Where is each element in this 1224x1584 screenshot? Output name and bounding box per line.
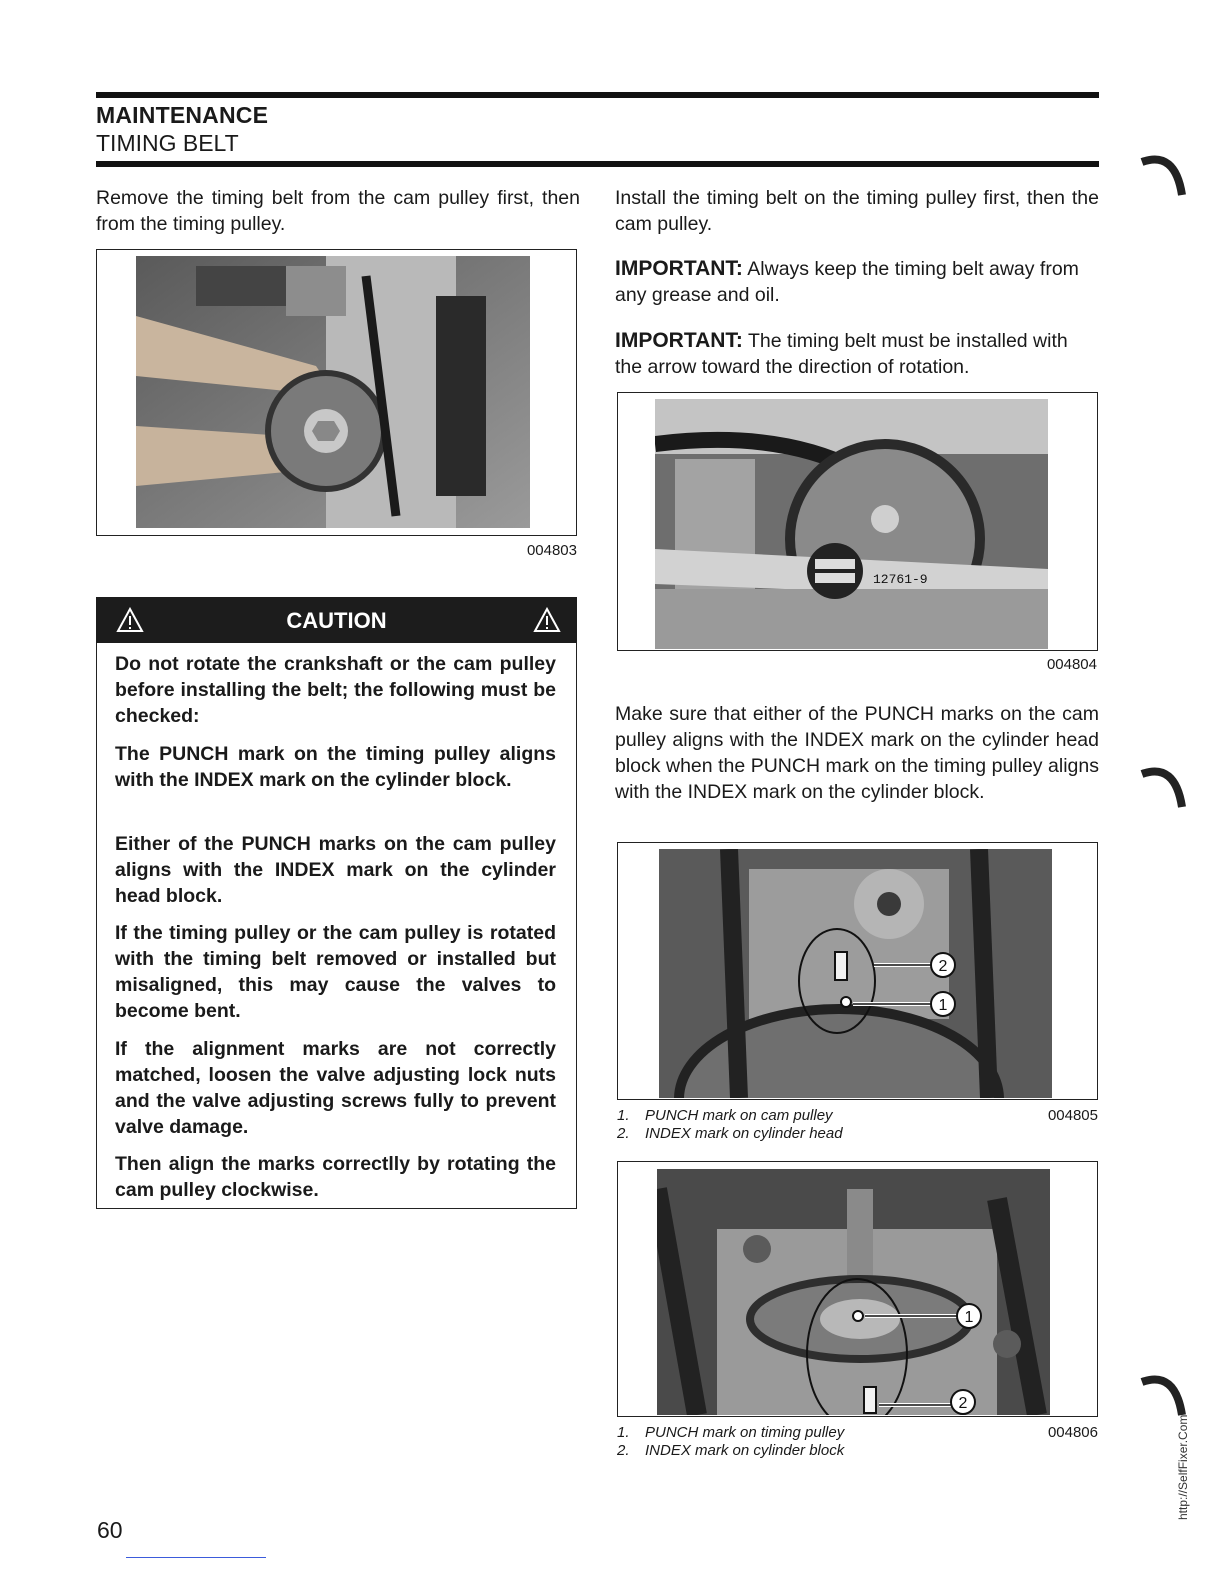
figure-004803-code: 004803 — [526, 542, 577, 559]
caption-item: 2. INDEX mark on cylinder head — [617, 1125, 843, 1142]
figure-004805-captions — [617, 1107, 947, 1143]
figure-004804-frame — [617, 392, 1098, 651]
caution-body — [96, 643, 577, 1209]
photo-timing-pulley-marks — [657, 1169, 1050, 1415]
important-note-arrow: IMPORTANT: The timing belt must be installed with the arrow toward the direction of rotation. — [615, 329, 1068, 378]
bottom-rule — [126, 1557, 266, 1558]
caution-paragraph: The PUNCH mark on the timing pulley aligns with the INDEX mark on the cylinder block. — [115, 743, 556, 791]
caution-paragraph: If the timing pulley or the cam pulley is rotated with the timing belt removed or installed but misaligned, this may cause the valves to become bent. — [115, 922, 556, 1022]
callout-2: 2 — [938, 958, 948, 975]
photo-cam-pulley-marks — [659, 849, 1052, 1098]
caption-item: 1. PUNCH mark on timing pulley — [617, 1424, 845, 1441]
caution-paragraph: If the alignment marks are not correctly matched, loosen the valve adjusting lock nuts and the valve adjusting screws fully to prevent valve damage. — [115, 1038, 556, 1138]
figure-004803-frame — [96, 249, 577, 536]
binder-hole-mark — [1140, 762, 1190, 822]
figure-004804-code: 004804 — [1046, 656, 1097, 673]
figure-004805-code: 004805 — [1047, 1107, 1098, 1124]
important-note-grease: IMPORTANT: Always keep the timing belt away from any grease and oil. — [615, 257, 1079, 306]
caption-item: 1. PUNCH mark on cam pulley — [617, 1107, 833, 1124]
callout-1: 1 — [964, 1309, 974, 1326]
section-title: MAINTENANCE — [96, 102, 269, 128]
caution-paragraph: Either of the PUNCH marks on the cam pulley aligns with the INDEX mark on the cylinder head block. — [115, 833, 556, 907]
page-number: 60 — [97, 1517, 123, 1543]
important-label: IMPORTANT: — [615, 257, 743, 280]
binder-hole-mark — [1140, 150, 1190, 210]
caution-paragraph: Do not rotate the crankshaft or the cam pulley before installing the belt; the following must be checked: — [115, 653, 556, 727]
removal-instruction: Remove the timing belt from the cam pulley first, then from the timing pulley. — [96, 187, 580, 235]
callout-2: 2 — [958, 1395, 968, 1412]
caption-item: 2. INDEX mark on cylinder block — [617, 1442, 845, 1459]
figure-004806-code: 004806 — [1047, 1424, 1098, 1441]
caution-title: CAUTION — [286, 608, 387, 633]
caution-paragraph: Then align the marks correctlly by rotating the cam pulley clockwise. — [115, 1153, 556, 1201]
photo-belt-on-cam-pulley — [655, 399, 1048, 649]
header-top-rule — [96, 92, 1099, 98]
caution-header — [96, 597, 577, 643]
figure-004806-captions — [617, 1424, 947, 1460]
install-instruction: Install the timing belt on the timing pulley first, then the cam pulley. — [615, 187, 1099, 235]
photo-removing-timing-belt — [136, 256, 530, 528]
header-bottom-rule — [96, 161, 1099, 167]
figure-004806-frame — [617, 1161, 1098, 1417]
warning-triangle-icon — [533, 607, 561, 633]
callout-1: 1 — [938, 997, 948, 1014]
belt-marking-text: 12761-9 — [873, 572, 928, 587]
subsection-title: TIMING BELT — [96, 130, 239, 156]
figure-004805-frame — [617, 842, 1098, 1100]
side-watermark-url: http://SelfFixer.Com — [1176, 1414, 1190, 1520]
alignment-instruction: Make sure that either of the PUNCH marks on the cam pulley aligns with the INDEX mark on the cylinder head block when the PUNCH mark on the timing pulley aligns with the INDEX mark on the cylinder block. — [615, 703, 1099, 803]
important-label: IMPORTANT: — [615, 329, 743, 352]
